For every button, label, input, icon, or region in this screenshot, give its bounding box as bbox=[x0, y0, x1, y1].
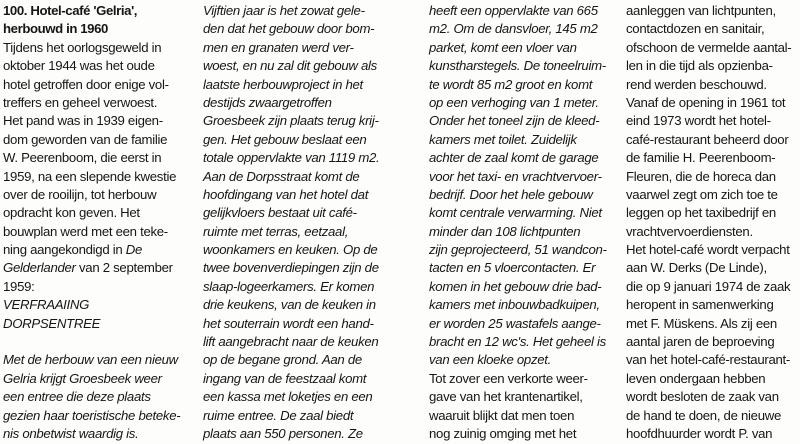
text-line: de familie H. Peerenboom- bbox=[626, 150, 776, 166]
text-line: kunstharstegels. De toneelruim- bbox=[429, 58, 606, 74]
text-column-2 bbox=[203, 2, 401, 443]
text-line: woonkamers en keuken. Op de bbox=[203, 242, 378, 258]
text-line: 1959, na een slepende kwestie bbox=[3, 168, 177, 184]
text-line: drie keukens, van de keuken in bbox=[203, 297, 376, 313]
text-line: leggen op het taxibedrijf en bbox=[626, 205, 776, 221]
text-line: achter de zaal komt de garage bbox=[429, 150, 599, 166]
text-line: DORPSENTREE bbox=[3, 315, 101, 331]
text-line: bedrijf. Door het hele gebouw bbox=[429, 186, 593, 202]
text-line: woest, en nu zal dit gebouw als bbox=[203, 58, 377, 74]
text-line: gezien haar toeristische beteke- bbox=[3, 407, 181, 423]
text-line: op een verhoging van 1 meter. bbox=[429, 94, 599, 110]
text-line: vrachtvervoerdiensten. bbox=[626, 223, 753, 239]
text-line: gelijkvloers bestaat uit café- bbox=[203, 205, 357, 221]
text-line: waaruit blijkt dat men toen bbox=[429, 407, 575, 423]
text-line: den dat het gebouw door bom- bbox=[203, 21, 375, 37]
text-line: er worden 25 wastafels aange- bbox=[429, 315, 601, 331]
text-line: komt centrale verwarming. Niet bbox=[429, 205, 602, 221]
text-line: nog zuinig omging met het bbox=[429, 425, 577, 441]
text-line: leven ondergaan hebben bbox=[626, 370, 766, 386]
text-line: destijds zwaargetroffen bbox=[203, 94, 332, 110]
text-line: bouwplan werd met een teke- bbox=[3, 223, 168, 239]
text-line: ruimte met terras, eetzaal, bbox=[203, 223, 349, 239]
text-line: een kassa met loketjes en een bbox=[203, 389, 373, 405]
text-line: Fleuren, die de horeca dan bbox=[626, 168, 776, 184]
text-line: van een kloeke opzet. bbox=[429, 352, 552, 368]
text-line: Met de herbouw van een nieuw bbox=[3, 352, 178, 368]
text-line bbox=[3, 333, 195, 351]
text-line: lift aangebracht naar de keuken bbox=[203, 334, 379, 350]
text-line: met F. Müskens. Als zij een bbox=[626, 315, 777, 331]
text-line: W. Peerenboom, die eerst in bbox=[3, 150, 162, 166]
text-line: 1959: bbox=[3, 278, 35, 294]
text-line: een entree die deze plaats bbox=[3, 389, 151, 405]
text-line: Aan de Dorpsstraat komt de bbox=[203, 168, 360, 184]
text-line: gave van het krantenartikel, bbox=[429, 389, 583, 405]
text-line: contactdozen en sanitair, bbox=[626, 21, 765, 37]
text-line: aan W. Derks (De Linde), bbox=[626, 260, 767, 276]
text-line: minder dan 108 lichtpunten bbox=[429, 223, 581, 239]
text-line: Tijdens het oorlogsgeweld in bbox=[3, 39, 162, 55]
text-line: nis onbetwist waardig is. bbox=[3, 425, 139, 441]
text-line: Onder het toneel zijn de kleed- bbox=[429, 113, 600, 129]
text-line: dom geworden van de familie bbox=[3, 131, 168, 147]
text-line: op de begane grond. Aan de bbox=[203, 352, 362, 368]
text-line: m2. Om de dansvloer, 145 m2 bbox=[429, 21, 598, 37]
text-line: kamers met inbouwbadkuipen, bbox=[429, 297, 600, 313]
text-line: bracht en 12 wc's. Het geheel is bbox=[429, 334, 606, 350]
text-line: voor het taxi- en vrachtvervoer- bbox=[429, 168, 602, 184]
text-line: Tot zover een verkorte weer- bbox=[429, 370, 588, 386]
text-line: opdracht kon geven. Het bbox=[3, 205, 140, 221]
text-line: heeft een oppervlakte van 665 bbox=[429, 3, 598, 18]
text-line: van het hotel-café-restaurant- bbox=[626, 352, 790, 368]
text-line: hoofdingang van het hotel dat bbox=[203, 186, 369, 202]
text-line: len in die tijd als opzienba- bbox=[626, 58, 773, 74]
text-line: Het hotel-café wordt verpacht bbox=[626, 242, 790, 258]
text-line: parket, komt een vloer van bbox=[429, 39, 577, 55]
text-line bbox=[3, 259, 195, 277]
text-line: ingang van de feestzaal komt bbox=[203, 370, 367, 386]
text-line: tacten en 5 vloercontacten. Er bbox=[429, 260, 596, 276]
text-line: vaarwel zegt om zich toe te bbox=[626, 186, 778, 202]
text-line: Vanaf de opening in 1961 tot bbox=[626, 94, 786, 110]
text-line: café-restaurant beheerd door bbox=[626, 131, 789, 147]
text-line: hotel getroffen door enige vol- bbox=[3, 76, 169, 92]
text-line: herbouwd in 1960 bbox=[3, 21, 108, 37]
text-line: slaap-logeerkamers. Er komen bbox=[203, 278, 375, 294]
text-line: Groesbeek zijn plaats terug krij- bbox=[203, 113, 379, 129]
text-column-4 bbox=[626, 2, 798, 443]
text-line: Gelria krijgt Groesbeek weer bbox=[3, 370, 162, 386]
text-column-1 bbox=[3, 2, 195, 443]
text-span: De bbox=[125, 242, 143, 258]
text-line: aantal jaren de beproeving bbox=[626, 334, 775, 350]
text-line: zijn geprojecteerd, 51 wandcon- bbox=[429, 242, 607, 258]
text-line: ofschoon de vermelde aantal- bbox=[626, 39, 792, 55]
text-line: treffers en geheel verwoest. bbox=[3, 94, 158, 110]
text-line: ruime entree. De zaal biedt bbox=[203, 407, 354, 423]
text-column-3 bbox=[429, 2, 617, 443]
text-line: over de rooilijn, tot herbouw bbox=[3, 186, 157, 202]
text-line: twee bovenverdiepingen zijn de bbox=[203, 260, 379, 276]
text-line: die op 9 januari 1974 de zaak bbox=[626, 278, 791, 294]
text-line: hoofdhuurder wordt P. van bbox=[626, 425, 773, 441]
text-line: laatste herbouwproject in het bbox=[203, 76, 363, 92]
text-line: het souterrain wordt een hand- bbox=[203, 315, 374, 331]
text-line: te wordt 85 m2 groot en komt bbox=[429, 76, 593, 92]
text-line: heropent in samenwerking bbox=[626, 297, 774, 313]
text-span: ning aangekondigd in bbox=[3, 242, 126, 258]
text-line: rend werden beschouwd. bbox=[626, 76, 767, 92]
text-line: men en granaten werd ver- bbox=[203, 39, 354, 55]
text-line: totale oppervlakte van 1119 m2. bbox=[203, 150, 380, 166]
text-line: VERFRAAIING bbox=[3, 297, 90, 313]
text-line: aanleggen van lichtpunten, bbox=[626, 3, 776, 18]
text-line: kamers met toilet. Zuidelijk bbox=[429, 131, 577, 147]
text-line: wordt besloten de zaak van bbox=[626, 389, 779, 405]
text-line: oktober 1944 was het oude bbox=[3, 58, 155, 74]
text-line: gen. Het gebouw beslaat een bbox=[203, 131, 367, 147]
text-line: Vijftien jaar is het zowat gele- bbox=[203, 3, 365, 18]
text-line: komen in het gebouw drie bad- bbox=[429, 278, 602, 294]
text-span: van 2 september bbox=[75, 260, 173, 276]
text-span: Gelderlander bbox=[3, 260, 76, 276]
text-line: de hand te doen, de nieuwe bbox=[626, 407, 781, 423]
text-line: eind 1973 wordt het hotel- bbox=[626, 113, 771, 129]
text-line bbox=[3, 241, 195, 259]
text-line: Het pand was in 1939 eigen- bbox=[3, 113, 163, 129]
text-line: 100. Hotel-café 'Gelria', bbox=[3, 3, 138, 18]
text-line: plaats aan 550 personen. Ze bbox=[203, 425, 363, 441]
